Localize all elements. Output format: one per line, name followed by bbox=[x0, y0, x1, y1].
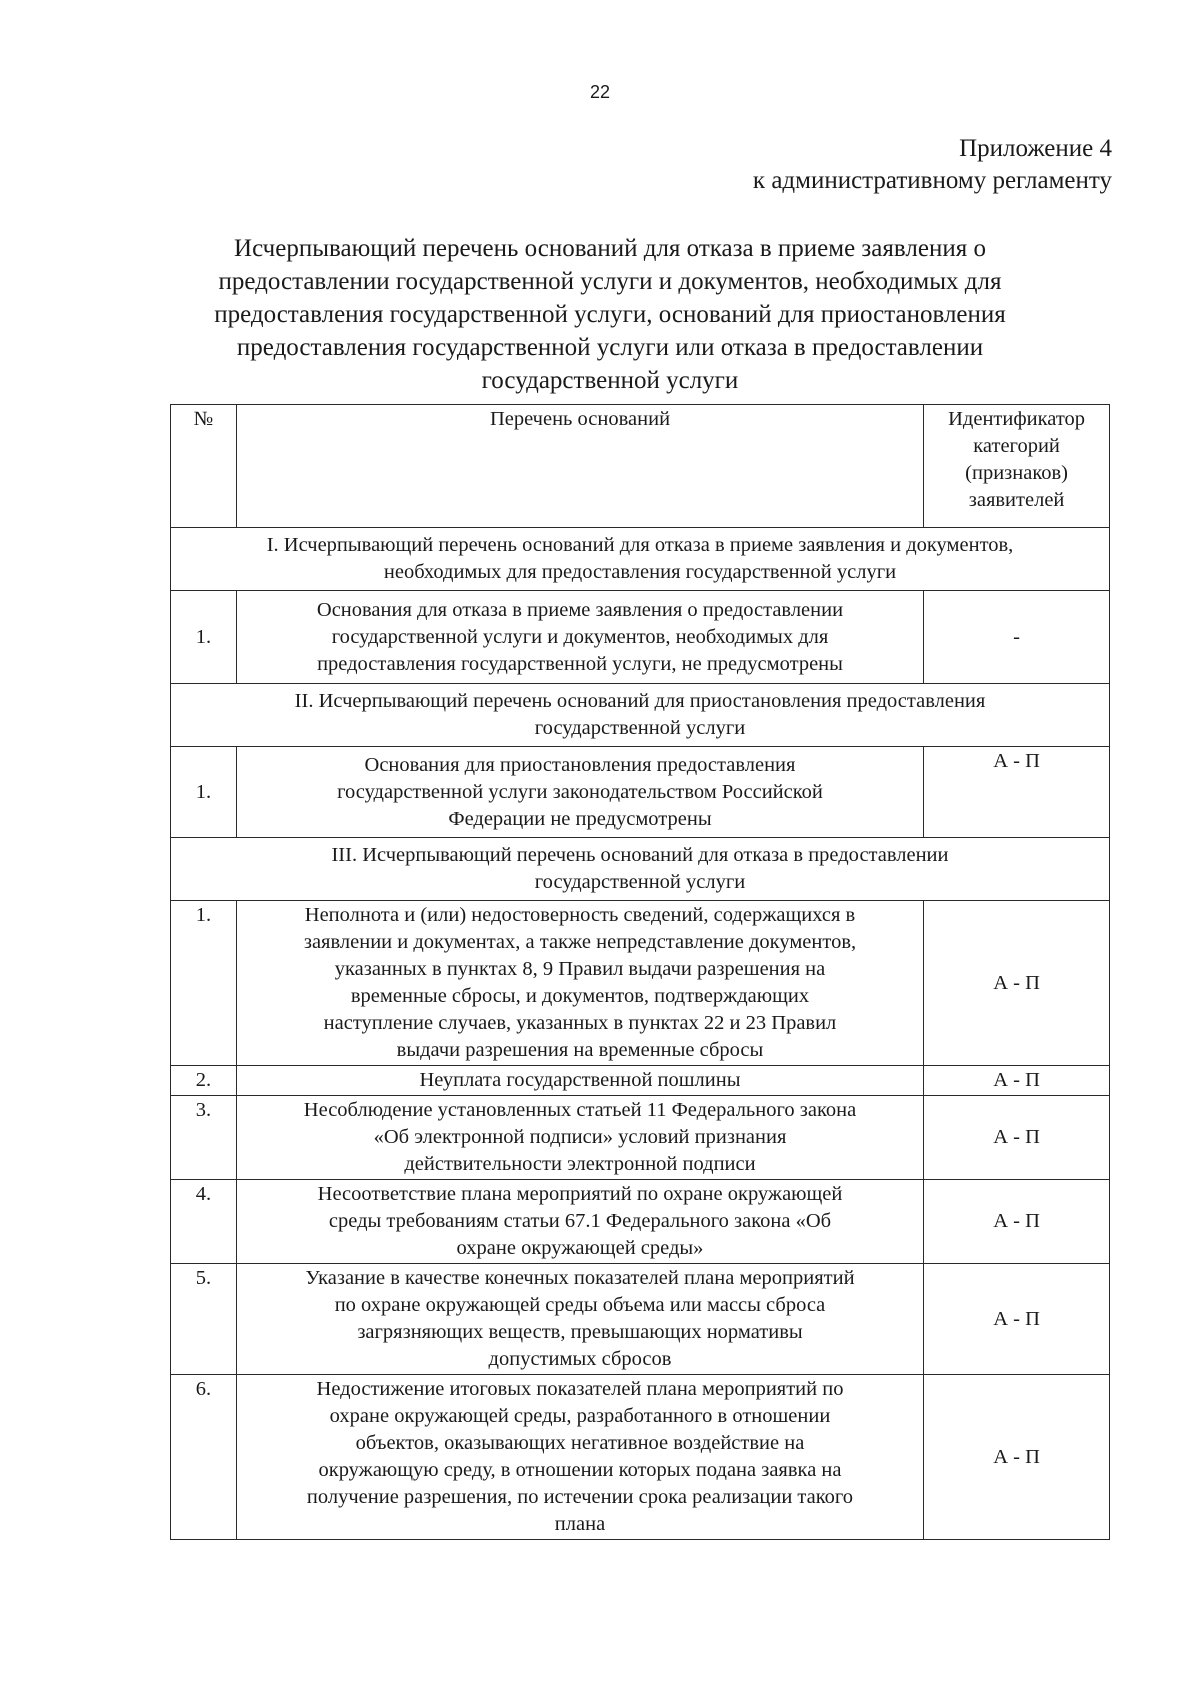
table-row bbox=[171, 1096, 1110, 1180]
row-number: 1. bbox=[171, 747, 237, 838]
row-text-line: окружающую среду, в отношении которых подана заявка на bbox=[318, 1459, 842, 1481]
section-title-line: необходимых для предоставления государственной услуги bbox=[383, 561, 897, 583]
section-title-line: государственной услуги bbox=[534, 717, 746, 739]
row-text bbox=[236, 747, 923, 838]
section-title bbox=[171, 528, 1110, 591]
table-row bbox=[171, 747, 1110, 838]
row-text-line: Указание в качестве конечных показателей плана мероприятий bbox=[305, 1267, 855, 1289]
title-line: Исчерпывающий перечень оснований для отказа в приеме заявления о bbox=[234, 235, 986, 262]
row-text bbox=[236, 591, 923, 684]
row-text bbox=[236, 1375, 923, 1540]
table-row bbox=[171, 1264, 1110, 1375]
table-row bbox=[171, 591, 1110, 684]
table-row bbox=[171, 1180, 1110, 1264]
section-title bbox=[171, 838, 1110, 901]
row-text bbox=[236, 901, 923, 1066]
row-number: 1. bbox=[171, 591, 237, 684]
header-num: № bbox=[171, 405, 237, 528]
row-text bbox=[236, 1066, 923, 1096]
row-identifier: А - П bbox=[924, 1264, 1110, 1375]
row-identifier: А - П bbox=[924, 1375, 1110, 1540]
header-identifier-line: Идентификатор bbox=[948, 408, 1086, 430]
row-text-line: Несоблюдение установленных статьей 11 Федерального закона bbox=[303, 1099, 857, 1121]
row-number: 4. bbox=[171, 1180, 237, 1264]
section-title-line: II. Исчерпывающий перечень оснований для приостановления предоставления bbox=[294, 690, 986, 712]
table-row bbox=[171, 1375, 1110, 1540]
row-number: 3. bbox=[171, 1096, 237, 1180]
page-number: 22 bbox=[589, 82, 611, 102]
row-text-line: временные сбросы, и документов, подтверждающих bbox=[350, 985, 810, 1007]
row-text-line: плана bbox=[554, 1513, 606, 1535]
row-text-line: Неуплата государственной пошлины bbox=[419, 1069, 741, 1091]
document-title bbox=[150, 232, 1070, 397]
row-text-line: действительности электронной подписи bbox=[404, 1153, 756, 1175]
row-text-line: по охране окружающей среды объема или массы сброса bbox=[334, 1294, 826, 1316]
section-title-line: I. Исчерпывающий перечень оснований для отказа в приеме заявления и документов, bbox=[266, 534, 1014, 556]
table-row bbox=[171, 1066, 1110, 1096]
row-text bbox=[236, 1180, 923, 1264]
row-identifier: А - П bbox=[924, 901, 1110, 1066]
row-text-line: охране окружающей среды» bbox=[456, 1237, 704, 1259]
section-title-line: III. Исчерпывающий перечень оснований для отказа в предоставлении bbox=[331, 844, 949, 866]
title-line: предоставления государственной услуги, оснований для приостановления bbox=[214, 301, 1006, 328]
title-line: предоставления государственной услуги или отказа в предоставлении bbox=[236, 334, 984, 361]
row-text-line: государственной услуги и документов, необходимых для bbox=[331, 625, 829, 648]
appendix-note bbox=[753, 133, 1112, 197]
row-text-line: Неполнота и (или) недостоверность сведений, содержащихся в bbox=[304, 904, 856, 926]
row-text-line: допустимых сбросов bbox=[488, 1348, 672, 1370]
row-text-line: загрязняющих веществ, превышающих нормативы bbox=[357, 1321, 803, 1343]
row-text-line: получение разрешения, по истечении срока реализации такого bbox=[306, 1486, 854, 1508]
row-identifier: А - П bbox=[924, 1096, 1110, 1180]
row-text-line: государственной услуги законодательством Российской bbox=[337, 780, 823, 803]
row-text-line: заявлении и документах, а также непредставление документов, bbox=[303, 931, 857, 953]
appendix-line: к административному регламенту bbox=[752, 167, 1112, 194]
row-text-line: выдачи разрешения на временные сбросы bbox=[396, 1039, 764, 1061]
section-row bbox=[171, 684, 1110, 747]
header-identifier-line: категорий bbox=[973, 435, 1060, 457]
row-identifier: А - П bbox=[924, 1180, 1110, 1264]
row-identifier: А - П bbox=[924, 1066, 1110, 1096]
row-text-line: наступление случаев, указанных в пунктах 22 и 23 Правил bbox=[323, 1012, 837, 1034]
row-number: 5. bbox=[171, 1264, 237, 1375]
table-header-row bbox=[171, 405, 1110, 528]
row-number: 2. bbox=[171, 1066, 237, 1096]
grounds-table bbox=[170, 404, 1110, 1540]
appendix-line: Приложение 4 bbox=[959, 135, 1112, 162]
row-text-line: среды требованиям статьи 67.1 Федерального закона «Об bbox=[328, 1210, 832, 1232]
row-text-line: предоставления государственной услуги, не предусмотрены bbox=[317, 652, 843, 675]
section-row bbox=[171, 528, 1110, 591]
row-identifier: - bbox=[924, 591, 1110, 684]
header-identifier-line: заявителей bbox=[968, 489, 1065, 511]
row-text-line: указанных в пунктах 8, 9 Правил выдачи разрешения на bbox=[334, 958, 826, 980]
row-text-line: Недостижение итоговых показателей плана мероприятий по bbox=[316, 1378, 844, 1400]
row-number: 6. bbox=[171, 1375, 237, 1540]
section-row bbox=[171, 838, 1110, 901]
section-title bbox=[171, 684, 1110, 747]
row-text-line: Федерации не предусмотрены bbox=[448, 807, 712, 830]
table-row bbox=[171, 901, 1110, 1066]
row-text-line: объектов, оказывающих негативное воздействие на bbox=[355, 1432, 805, 1454]
header-identifier-line: (признаков) bbox=[965, 462, 1069, 484]
row-text-line: охране окружающей среды, разработанного в отношении bbox=[329, 1405, 831, 1427]
header-grounds: Перечень оснований bbox=[236, 405, 923, 528]
row-identifier: А - П bbox=[924, 747, 1110, 838]
row-text bbox=[236, 1096, 923, 1180]
row-text bbox=[236, 1264, 923, 1375]
title-line: государственной услуги bbox=[481, 367, 739, 394]
row-text-line: «Об электронной подписи» условий признания bbox=[373, 1126, 787, 1148]
row-number: 1. bbox=[171, 901, 237, 1066]
title-line: предоставлении государственной услуги и документов, необходимых для bbox=[218, 268, 1002, 295]
row-text-line: Основания для приостановления предоставления bbox=[364, 753, 796, 776]
section-title-line: государственной услуги bbox=[534, 871, 746, 893]
row-text-line: Основания для отказа в приеме заявления о предоставлении bbox=[316, 598, 844, 621]
header-identifier bbox=[924, 405, 1110, 528]
row-text-line: Несоответствие плана мероприятий по охране окружающей bbox=[317, 1183, 843, 1205]
